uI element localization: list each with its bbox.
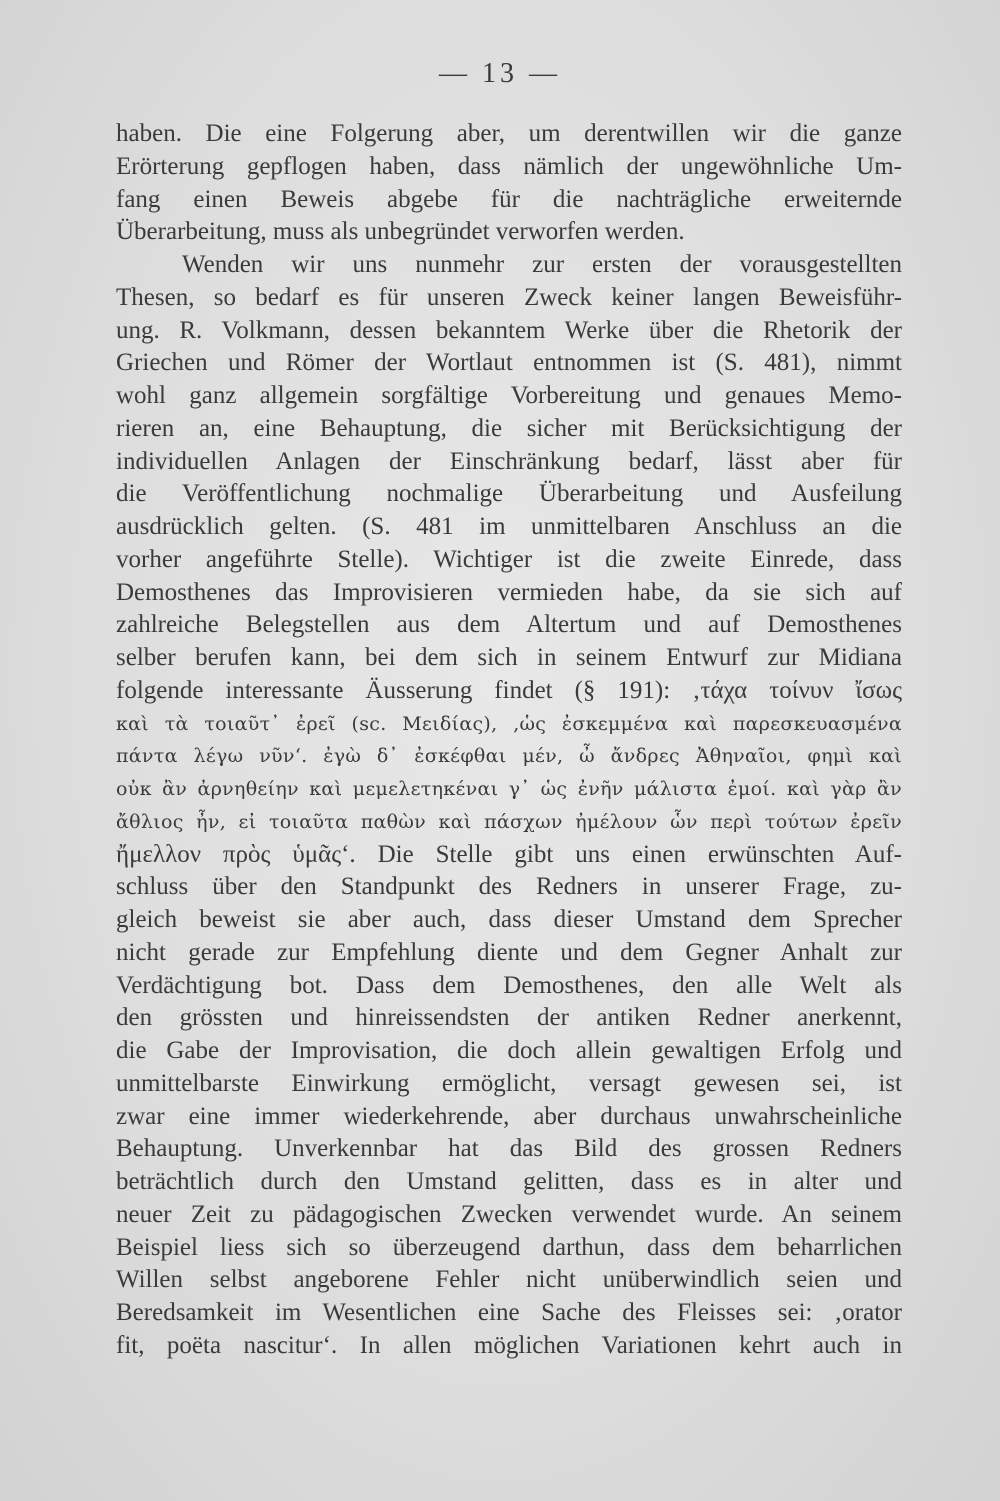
- text-line: individuellen Anlagen der Einschränkung bedarf, lässt aber für: [116, 447, 902, 475]
- text-line: fit, poëta nascitur‘. In allen möglichen Variationen kehrt auch in: [116, 1331, 902, 1359]
- text-line: Verdächtigung bot. Dass dem Demosthenes, den alle Welt als: [116, 971, 902, 999]
- text-line: die Veröffentlichung nochmalige Überarbeitung und Ausfeilung: [116, 480, 902, 508]
- text-line: den grössten und hinreissendsten der antiken Redner anerkennt,: [116, 1004, 902, 1032]
- text-line: ausdrücklich gelten. (S. 481 im unmittelbaren Anschluss an die: [116, 513, 902, 540]
- text-line: haben. Die eine Folgerung aber, um derentwillen wir die ganze: [116, 120, 902, 147]
- body-text: [116, 118, 902, 1363]
- page-number: — 13 —: [439, 58, 561, 89]
- text-line: Thesen, so bedarf es für unseren Zweck keiner langen Beweisführ-: [116, 283, 902, 311]
- text-line: Griechen und Römer der Wortlaut entnommen ist (S. 481), nimmt: [116, 349, 902, 377]
- text-line: neuer Zeit zu pädagogischen Zwecken verwendet wurde. An seinem: [116, 1200, 902, 1228]
- text-line: Demosthenes das Improvisieren vermieden habe, da sie sich auf: [116, 578, 902, 606]
- text-line: ung. R. Volkmann, dessen bekanntem Werke über die Rhetorik der: [116, 316, 902, 344]
- paragraph-start-line: Wenden wir uns nunmehr zur ersten der vorausgestellten: [182, 251, 902, 278]
- text-line: Überarbeitung, muss als unbegründet verworfen werden.: [116, 218, 685, 246]
- text-line: Behauptung. Unverkennbar hat das Bild des grossen Redners: [116, 1135, 902, 1163]
- greek-quote-line: πάντα λέγω νῦν‘. ἐγὼ δ᾽ ἐσκέφθαι μέν, ὦ ἄνδρες Ἀθηναῖοι, φημὶ καὶ: [116, 745, 902, 768]
- text-line: die Gabe der Improvisation, die doch allein gewaltigen Erfolg und: [116, 1037, 902, 1064]
- text-line: beträchtlich durch den Umstand gelitten, dass es in alter und: [116, 1168, 902, 1195]
- text-line: unmittelbarste Einwirkung ermöglicht, versagt gewesen sei, ist: [116, 1069, 902, 1097]
- text-line: ἤμελλον πρὸς ὑμᾶς‘. Die Stelle gibt uns einen erwünschten Auf-: [116, 840, 902, 868]
- text-line: wohl ganz allgemein sorgfältige Vorbereitung und genaues Memo-: [116, 382, 902, 409]
- text-line: selber berufen kann, bei dem sich in seinem Entwurf zur Midiana: [116, 644, 902, 671]
- greek-quote-line: καὶ τὰ τοιαῦτ᾽ ἐρεῖ (sc. Μειδίας), ‚ὡς ἐσκεμμένα καὶ παρεσκευασμένα: [116, 712, 902, 735]
- greek-quote-line: οὐκ ἂν ἀρνηθείην καὶ μεμελετηκέναι γ᾽ ὡς ἐνῆν μάλιστα ἐμοί. καὶ γὰρ ἂν: [116, 778, 902, 800]
- greek-quote-line: ἄθλιος ἦν, εἰ τοιαῦτα παθὼν καὶ πάσχων ἠμέλουν ὧν περὶ τούτων ἐρεῖν: [116, 810, 902, 833]
- text-line: nicht gerade zur Empfehlung diente und dem Gegner Anhalt zur: [116, 938, 902, 966]
- text-line: Beredsamkeit im Wesentlichen eine Sache des Fleisses sei: ‚orator: [116, 1299, 902, 1326]
- text-line: schluss über den Standpunkt des Redners in unserer Frage, zu-: [116, 873, 902, 901]
- text-line: rieren an, eine Behauptung, die sicher mit Berücksichtigung der: [116, 414, 902, 442]
- text-line: Erörterung gepflogen haben, dass nämlich der ungewöhnliche Um-: [116, 152, 902, 180]
- text-line: zwar eine immer wiederkehrende, aber durchaus unwahrscheinliche: [116, 1102, 902, 1130]
- text-line: gleich beweist sie aber auch, dass dieser Umstand dem Sprecher: [116, 906, 902, 933]
- text-line: fang einen Beweis abgebe für die nachträgliche erweiternde: [116, 185, 902, 213]
- text-line: zahlreiche Belegstellen aus dem Altertum und auf Demosthenes: [116, 611, 902, 639]
- text-line: Beispiel liess sich so überzeugend darthun, dass dem beharrlichen: [116, 1233, 902, 1261]
- text-line: Willen selbst angeborene Fehler nicht unüberwindlich seien und: [116, 1266, 902, 1294]
- text-line: folgende interessante Äusserung findet (§ 191): ‚τάχα τοίνυν ἴσως: [116, 676, 902, 704]
- text-line: vorher angeführte Stelle). Wichtiger ist die zweite Einrede, dass: [116, 545, 902, 573]
